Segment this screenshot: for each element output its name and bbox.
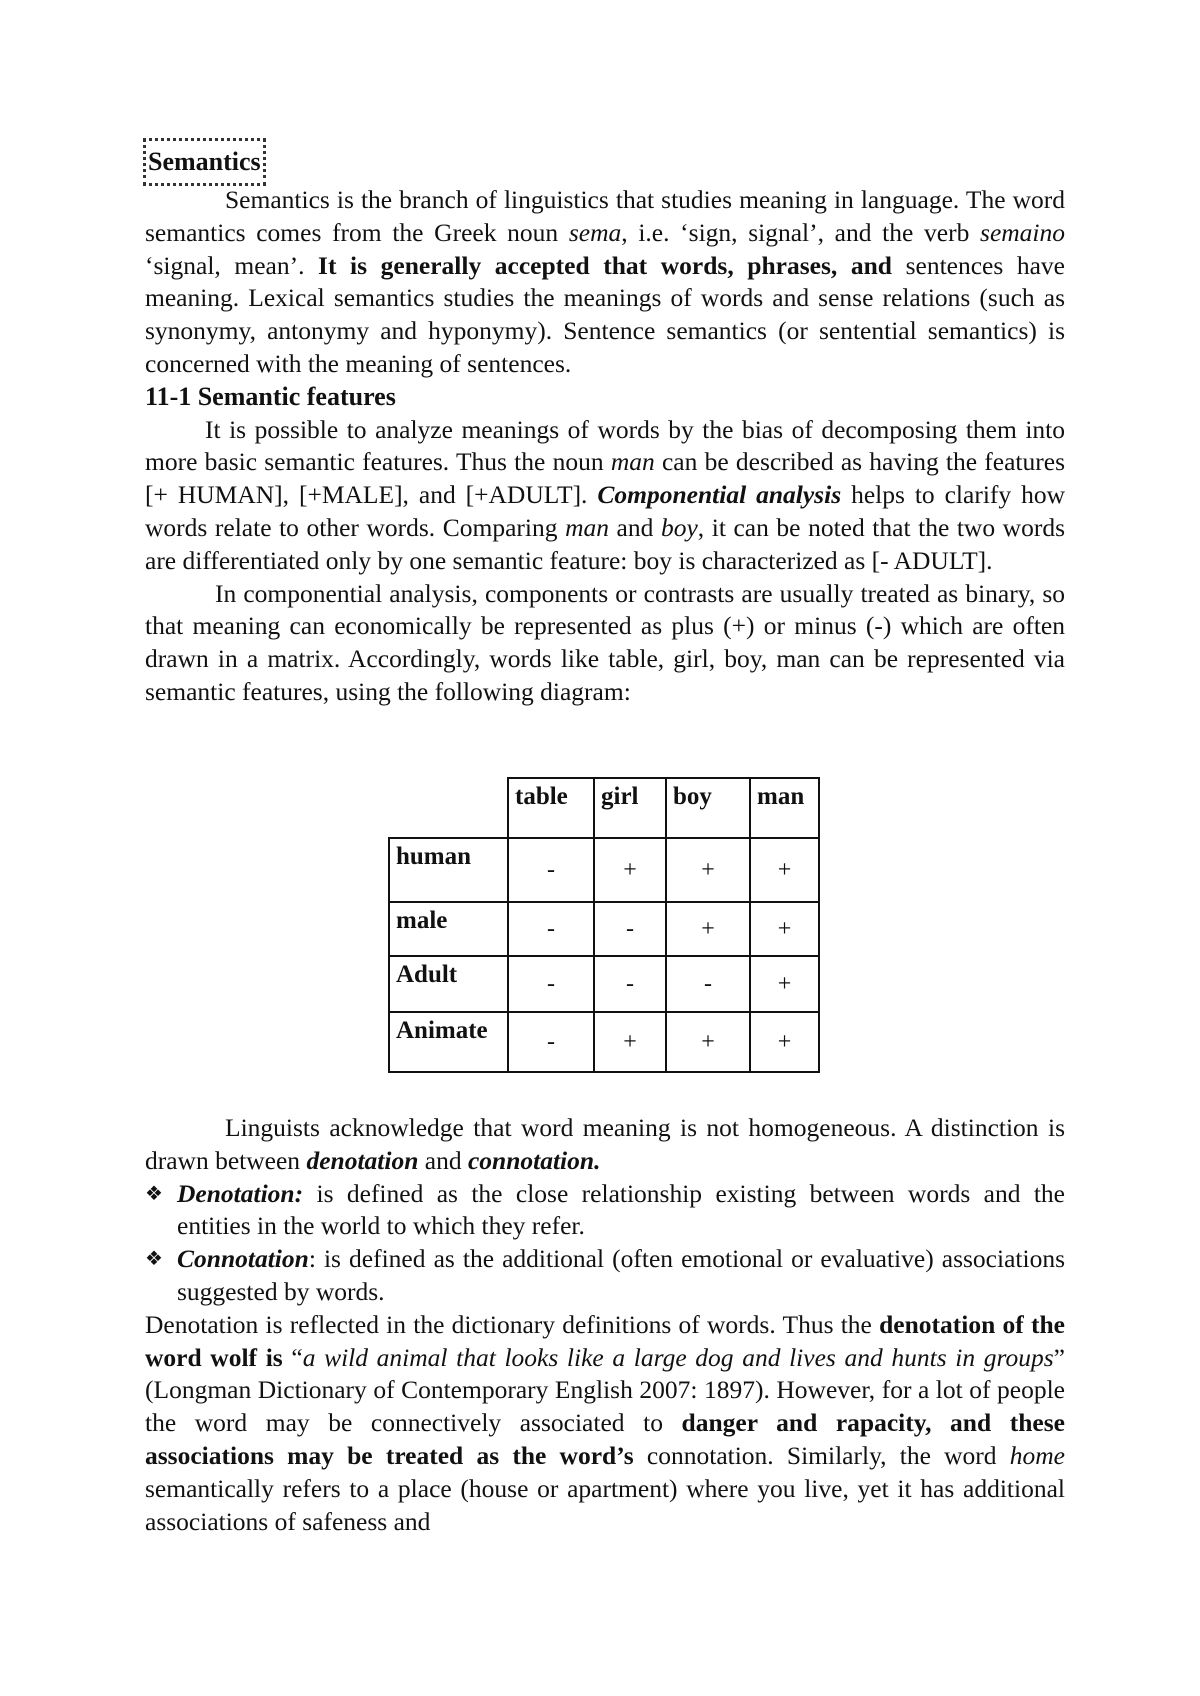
matrix-row-label: male [389,902,508,956]
matrix-col-header: man [750,778,819,838]
matrix-cell: - [508,1012,594,1072]
matrix-col-header: table [508,778,594,838]
matrix-corner [389,778,508,838]
section-heading: 11-1 Semantic features [145,381,396,411]
matrix-col-header: boy [666,778,750,838]
intro-paragraph: Semantics is the branch of linguistics that studies meaning in language. The word semantics comes from the Greek noun sema, i.e. ‘sign, signal’, and the verb semaino ‘signal, mean’. It is generally accepted that words, phrases, and sentences have meaning. Lexical semantics studies the meanings of words and sense relations (such as synonymy, antonymy and hyponymy). Sentence semantics (or sentential semantics) is concerned with the meaning of sentences. [145,185,1066,378]
wolf-paragraph: Denotation is reflected in the dictionary definitions of words. Thus the denotation of the word wolf is “a wild animal that looks like a large dog and lives and hunts in groups” (Longman Dictionary of Contemporary English 2007: 1897). However, for a lot of people the word may be connectively associated to danger and rapacity, and these associations may be treated as the word’s connotation. Similarly, the word home semantically refers to a place (house or apartment) where you live, yet it has additional associations of safeness and [145,1309,1065,1536]
denotation-intro-paragraph: Linguists acknowledge that word meaning is not homogeneous. A distinction is drawn between denotation and connotation. [145,1113,1065,1175]
matrix-cell: - [508,902,594,956]
diamond-bullet-icon: ❖ [145,1182,163,1205]
bullet-denotation: ❖ Denotation: is defined as the close relationship existing between words and the entities in the world to which they refer. [145,1178,1065,1241]
matrix-cell: - [594,902,666,956]
bullet-connotation: ❖ Connotation: is defined as the additional (often emotional or evaluative) associations suggested by words. [145,1244,1065,1306]
matrix-cell: - [666,956,750,1012]
matrix-row-label: Adult [389,956,508,1012]
after-table-text [145,1112,1065,1538]
matrix-cell: - [594,956,666,1012]
matrix-cell: - [508,838,594,902]
matrix-cell: + [750,838,819,902]
componential-paragraph: In componential analysis, components or contrasts are usually treated as binary, so that meaning can economically be represented as plus (+) or minus (-) which are often drawn in a matrix. Accordingly, words like table, girl, boy, man can be represented via semantic features, using the following diagram: [145,578,1065,706]
matrix-col-header: girl [594,778,666,838]
features-paragraph: It is possible to analyze meanings of words by the bias of decomposing them into more basic semantic features. Thus the noun man can be described as having the features [+ HUMAN], [+MALE], and [+ADULT]. Componential analysis helps to clarify how words relate to other words. Comparing man and boy, it can be noted that the two words are differentiated only by one semantic feature: boy is characterized as [- ADULT]. [145,414,1066,575]
matrix-cell: + [750,1012,819,1072]
document-page [145,138,1065,709]
matrix-cell: + [666,1012,750,1072]
matrix-row-label: human [389,838,508,902]
diamond-bullet-icon: ❖ [145,1248,163,1271]
semantic-features-matrix [388,777,820,1073]
matrix-cell: + [594,838,666,902]
matrix-cell: + [594,1012,666,1072]
matrix-cell: + [666,838,750,902]
matrix-cell: + [666,902,750,956]
page-title: Semantics [143,138,266,186]
matrix-cell: - [508,956,594,1012]
matrix-cell: + [750,956,819,1012]
matrix-cell: + [750,902,819,956]
matrix-row-label: Animate [389,1012,508,1072]
